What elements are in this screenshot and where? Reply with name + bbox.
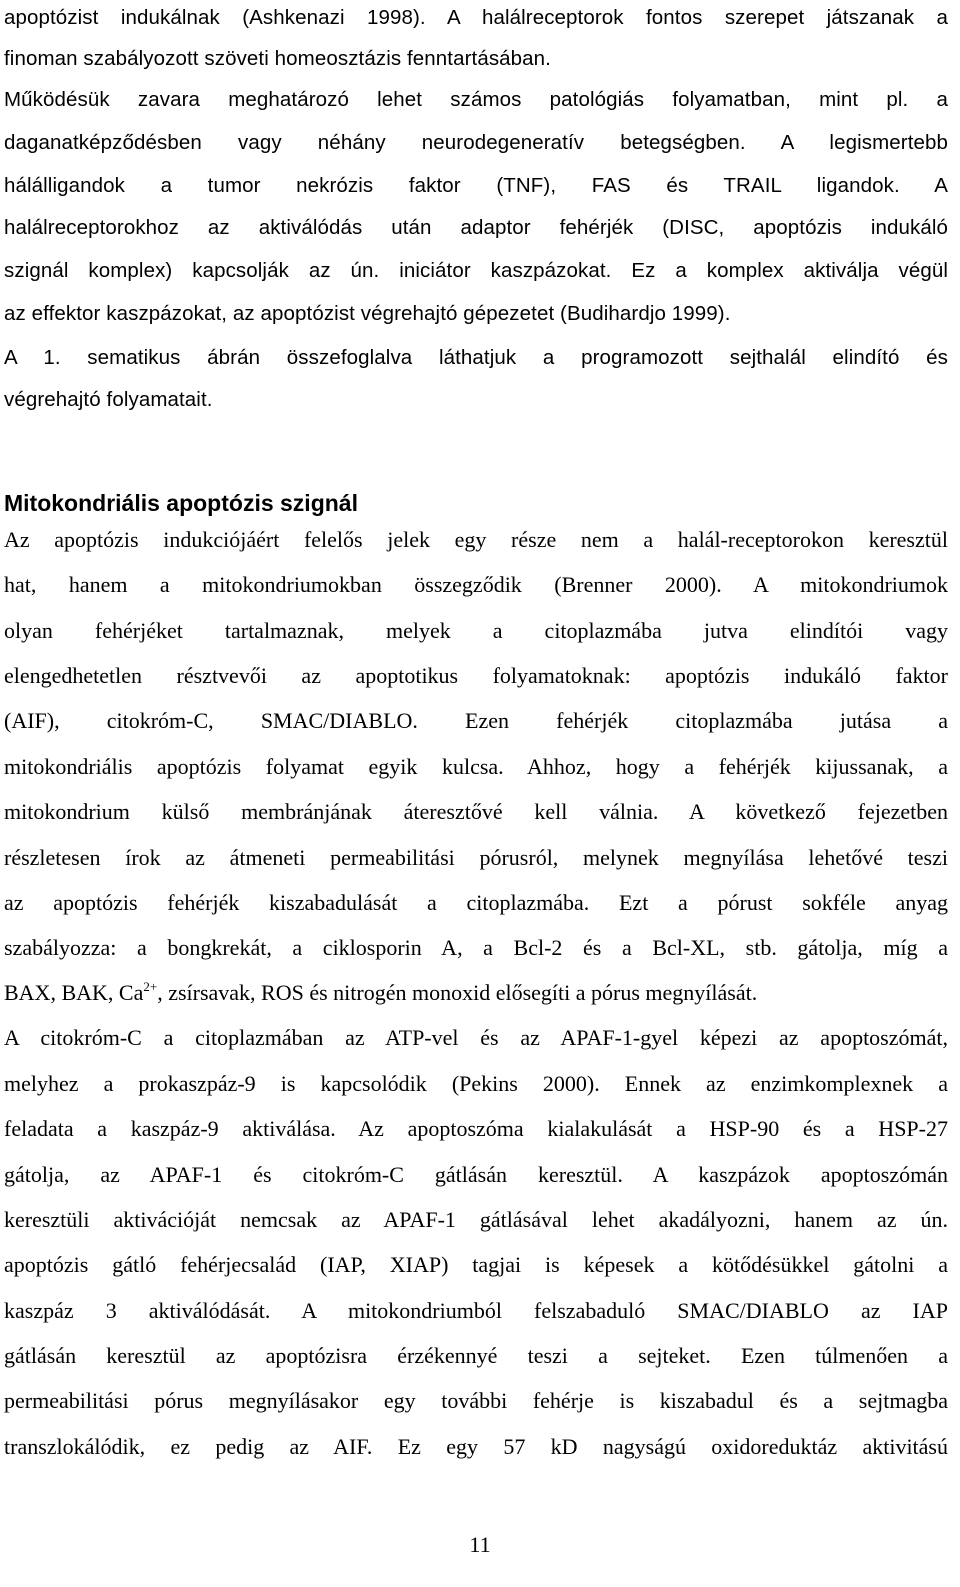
body-line: szabályozza: a bongkrekát, a ciklosporin A, a Bcl-2 és a Bcl-XL, stb. gátolja, míg a — [4, 935, 948, 960]
body-line: hat, hanem a mitokondriumokban összegződik (Brenner 2000). A mitokondriumok — [4, 572, 948, 597]
intro-line: szignál komplex) kapcsolják az ún. iniciátor kaszpázokat. Ez a komplex aktiválja végül — [4, 259, 948, 282]
intro-line: az effektor kaszpázokat, az apoptózist végrehajtó gépezetet (Budihardjo 1999). — [4, 302, 731, 325]
intro-line: apoptózist indukálnak (Ashkenazi 1998). A halálreceptorok fontos szerepet játszanak a — [4, 6, 948, 29]
body-line: gátlásán keresztül az apoptózisra érzékennyé teszi a sejteket. Ezen túlmenően a — [4, 1343, 948, 1368]
body-line: elengedhetetlen résztvevői az apoptotikus folyamatoknak: apoptózis indukáló faktor — [4, 663, 948, 688]
body-line: Az apoptózis indukciójáért felelős jelek egy része nem a halál-receptorokon keresztül — [4, 527, 948, 552]
body-line: mitokondrium külső membránjának áteresztővé kell válnia. A következő fejezetben — [4, 799, 948, 824]
intro-line: hálálligandok a tumor nekrózis faktor (TNF), FAS és TRAIL ligandok. A — [4, 174, 948, 197]
body-line: transzlokálódik, ez pedig az AIF. Ez egy 57 kD nagyságú oxidoreduktáz aktivitású — [4, 1434, 948, 1459]
body-line: feladata a kaszpáz-9 aktiválása. Az apoptoszóma kialakulását a HSP-90 és a HSP-27 — [4, 1116, 948, 1141]
intro-line: végrehajtó folyamatait. — [4, 388, 213, 411]
body-line: olyan fehérjéket tartalmaznak, melyek a citoplazmába jutva elindítói vagy — [4, 618, 948, 643]
section-heading: Mitokondriális apoptózis szignál — [4, 490, 358, 516]
intro-line: A 1. sematikus ábrán összefoglalva láthatjuk a programozott sejthalál elindító és — [4, 346, 948, 369]
body-line: gátolja, az APAF-1 és citokróm-C gátlásán keresztül. A kaszpázok apoptoszómán — [4, 1162, 948, 1187]
body-line: A citokróm-C a citoplazmában az ATP-vel és az APAF-1-gyel képezi az apoptoszómát, — [4, 1025, 948, 1050]
body-line: kaszpáz 3 aktiválódását. A mitokondriumból felszabaduló SMAC/DIABLO az IAP — [4, 1298, 948, 1323]
body-line: (AIF), citokróm-C, SMAC/DIABLO. Ezen fehérjék citoplazmába jutása a — [4, 708, 948, 733]
body-line: keresztüli aktivációját nemcsak az APAF-1 gátlásával lehet akadályozni, hanem az ún. — [4, 1207, 948, 1232]
body-line-calcium — [4, 970, 948, 1016]
body-line: melyhez a prokaszpáz-9 is kapcsolódik (Pekins 2000). Ennek az enzimkomplexnek a — [4, 1071, 948, 1096]
intro-line: Működésük zavara meghatározó lehet számos patológiás folyamatban, mint pl. a — [4, 88, 948, 111]
body-line: részletesen írok az átmeneti permeabilitási pórusról, melynek megnyílása lehetővé teszi — [4, 845, 948, 870]
calcium-charge-superscript: 2+ — [143, 979, 158, 994]
intro-line: finoman szabályozott szöveti homeosztázis fenntartásában. — [4, 47, 551, 70]
intro-line: halálreceptorokhoz az aktiválódás után adaptor fehérjék (DISC, apoptózis indukáló — [4, 216, 948, 239]
intro-line: daganatképződésben vagy néhány neurodegeneratív betegségben. A legismertebb — [4, 131, 948, 154]
body-line: permeabilitási pórus megnyílásakor egy további fehérje is kiszabadul és a sejtmagba — [4, 1388, 948, 1413]
body-line: az apoptózis fehérjék kiszabadulását a citoplazmába. Ezt a pórust sokféle anyag — [4, 890, 948, 915]
body-line: mitokondriális apoptózis folyamat egyik kulcsa. Ahhoz, hogy a fehérjék kijussanak, a — [4, 754, 948, 779]
body-line: apoptózis gátló fehérjecsalád (IAP, XIAP) tagjai is képesek a kötődésükkel gátolni a — [4, 1252, 948, 1277]
calcium-text-after: , zsírsavak, ROS és nitrogén monoxid elősegíti a pórus megnyílását. — [157, 980, 758, 1005]
page-number: 11 — [469, 1532, 491, 1557]
calcium-text-before: BAX, BAK, Ca — [4, 980, 144, 1005]
